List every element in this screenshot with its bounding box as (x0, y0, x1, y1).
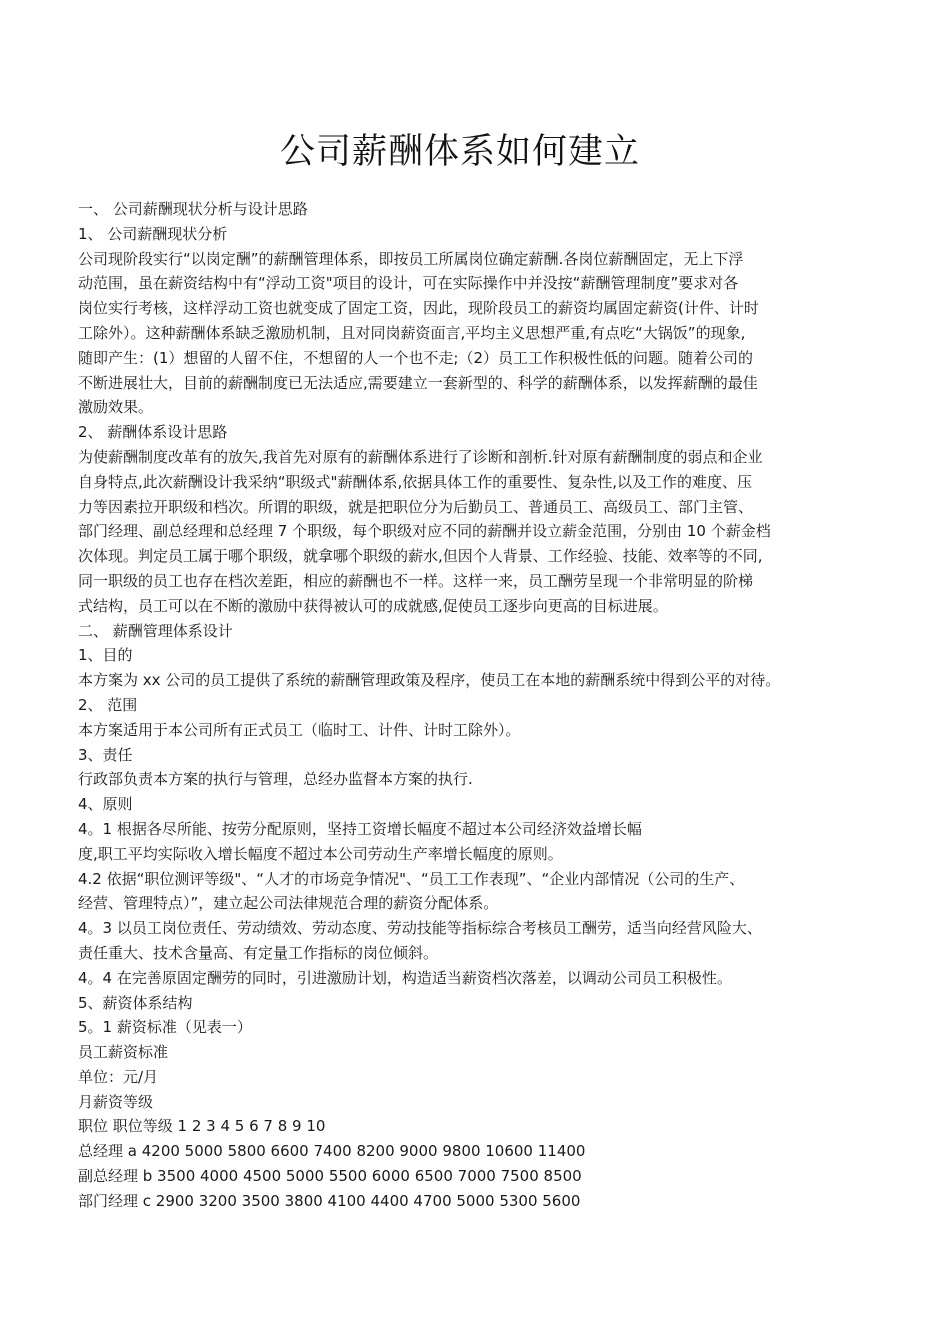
paragraph-line: 度,职工平均实际收入增长幅度不超过本公司劳动生产率增长幅度的原则。 (78, 844, 563, 863)
document-title: 公司薪酬体系如何建立 (279, 132, 640, 172)
paragraph-line: 4。4 在完善原固定酬劳的同时，引进激励计划，构造适当薪资档次落差，以调动公司员工积极性。 (78, 968, 732, 987)
paragraph-line: 自身特点,此次薪酬设计我采纳“职级式"薪酬体系,依据具体工作的重要性、复杂性,以及工作的难度、压 (78, 472, 752, 491)
paragraph-line: 工除外）。这种薪酬体系缺乏激励机制，且对同岗薪资面言,平均主义思想严重,有点吃“大锅饭”的现象, (78, 323, 746, 342)
table-header-row: 职位 职位等级 1 2 3 4 5 6 7 8 9 10 (78, 1117, 326, 1136)
paragraph-line: 本方案为 xx 公司的员工提供了系统的薪酬管理政策及程序，使员工在本地的薪酬系统中得到公平的对待。 (78, 671, 781, 690)
paragraph-line: 5。1 薪资标准（见表一） (78, 1018, 252, 1037)
paragraph-line: 力等因素拉开职级和档次。所谓的职级，就是把职位分为后勤员工、普通员工、高级员工、部门主管、 (78, 497, 754, 516)
subsection-heading: 1、 公司薪酬现状分析 (78, 224, 228, 243)
subsection-heading: 2、 薪酬体系设计思路 (78, 423, 228, 442)
section-heading: 一、 公司薪酬现状分析与设计思路 (78, 200, 308, 218)
paragraph-line: 4.2 依据“职位测评等级"、“人才的市场竞争情况"、“员工工作表现”、“企业内部情况（公司的生产、 (78, 869, 745, 888)
paragraph-line: 为使薪酬制度改革有的放矢,我首先对原有的薪酬体系进行了诊断和剖析.针对原有薪酬制度的弱点和企业 (78, 447, 763, 466)
paragraph-line: 岗位实行考核，这样浮动工资也就变成了固定工资，因此，现阶段员工的薪资均属固定薪资(计件、计时 (78, 299, 759, 318)
paragraph-line: 不断进展壮大，目前的薪酬制度已无法适应,需要建立一套新型的、科学的薪酬体系，以发挥薪酬的最佳 (78, 373, 758, 392)
subsection-heading: 4、原则 (78, 795, 133, 814)
document-body (78, 197, 858, 1214)
table-row: 部门经理 c 2900 3200 3500 3800 4100 4400 4700 5000 5300 5600 (78, 1191, 581, 1210)
paragraph-line: 式结构，员工可以在不断的激励中获得被认可的成就感,促使员工逐步向更高的目标进展。 (78, 596, 668, 615)
paragraph-line: 责任重大、技术含量高、有定量工作指标的岗位倾斜。 (78, 943, 439, 962)
table-caption: 员工薪资标准 (78, 1043, 169, 1062)
table-row: 总经理 a 4200 5000 5800 6600 7400 8200 9000 9800 10600 11400 (78, 1142, 586, 1161)
paragraph-line: 本方案适用于本公司所有正式员工（临时工、计件、计时工除外）。 (78, 720, 521, 739)
paragraph-line: 公司现阶段实行“以岗定酬”的薪酬管理体系，即按员工所属岗位确定薪酬.各岗位薪酬固定，无上下浮 (78, 249, 744, 268)
paragraph-line: 经营、管理特点）”，建立起公司法律规范合理的薪资分配体系。 (78, 894, 499, 913)
paragraph-line: 随即产生：(1）想留的人留不住，不想留的人一个也不走;（2）员工工作积极性低的问题。随着公司的 (78, 348, 753, 367)
subsection-heading: 1、目的 (78, 646, 133, 665)
subsection-heading: 5、薪资体系结构 (78, 993, 193, 1012)
table-unit: 单位：元/月 (78, 1067, 159, 1086)
section-heading: 二、 薪酬管理体系设计 (78, 621, 233, 640)
paragraph-line: 部门经理、副总经理和总经理 7 个职级，每个职级对应不同的薪酬并设立薪金范围，分别由 10 个薪金档 (78, 522, 771, 541)
table-row: 副总经理 b 3500 4000 4500 5000 5500 6000 6500 7000 7500 8500 (78, 1167, 582, 1186)
paragraph-line: 次体现。判定员工属于哪个职级，就拿哪个职级的薪水,但因个人背景、工作经验、技能、效率等的不同, (78, 547, 763, 566)
paragraph-line: 4。3 以员工岗位责任、劳动绩效、劳动态度、劳动技能等指标综合考核员工酬劳，适当向经营风险大、 (78, 919, 762, 938)
paragraph-line: 行政部负责本方案的执行与管理，总经办监督本方案的执行. (78, 770, 473, 789)
subsection-heading: 3、责任 (78, 745, 133, 764)
table-subtitle: 月薪资等级 (78, 1092, 154, 1111)
paragraph-line: 同一职级的员工也存在档次差距，相应的薪酬也不一样。这样一来，员工酬劳呈现一个非常明显的阶梯 (78, 571, 754, 590)
subsection-heading: 2、 范围 (78, 695, 138, 714)
paragraph-line: 动范围，虽在薪资结构中有“浮动工资"项目的设计，可在实际操作中并没按“薪酬管理制度”要求对各 (78, 274, 739, 293)
paragraph-line: 激励效果。 (78, 398, 154, 417)
paragraph-line: 4。1 根据各尽所能、按劳分配原则，坚持工资增长幅度不超过本公司经济效益增长幅 (78, 819, 642, 838)
